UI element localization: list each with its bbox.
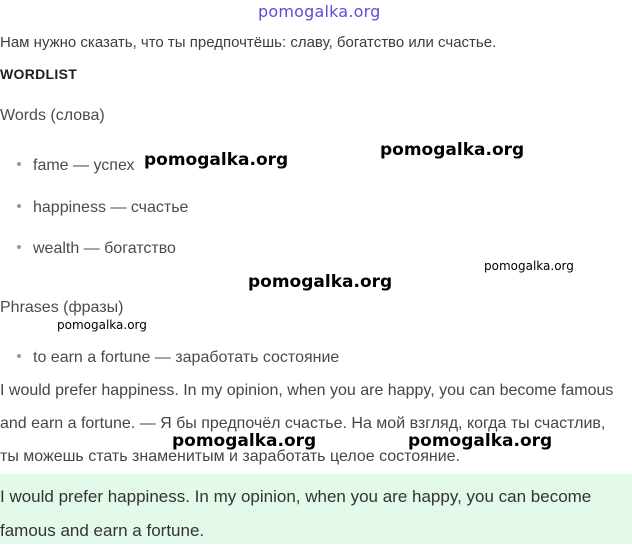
word-entry: fame — успех <box>33 157 135 174</box>
answer-text: I would prefer happiness. In my opinion, when you are happy, you can become famous and earn a fortune. <box>0 487 592 540</box>
site-url-header[interactable]: pomogalka.org <box>258 2 381 21</box>
watermark-text: pomogalka.org <box>484 259 574 273</box>
bullet-icon <box>17 245 21 249</box>
watermark-text: pomogalka.org <box>408 431 553 451</box>
list-item <box>17 349 339 367</box>
words-section-title: Words (слова) <box>0 107 105 124</box>
word-entry: wealth — богатство <box>33 240 176 257</box>
wordlist-heading: WORDLIST <box>0 66 78 82</box>
list-item <box>17 199 188 217</box>
bullet-icon <box>17 354 21 358</box>
watermark-text: pomogalka.org <box>172 431 317 451</box>
watermark-text: pomogalka.org <box>248 272 393 292</box>
bullet-icon <box>17 162 21 166</box>
watermark-text: pomogalka.org <box>380 140 525 160</box>
list-item <box>17 157 135 175</box>
example-paragraph: I would prefer happiness. In my opinion, when you are happy, you can become famous and earn a fortune. — Я бы предпочёл счастье. На мой взгляд, когда ты счастлив, ты можешь стать знаменитым и заработать целое состояние. <box>0 382 614 465</box>
answer-box <box>0 474 632 544</box>
phrase-entry: to earn a fortune — заработать состояние <box>33 349 340 366</box>
watermark-text: pomogalka.org <box>57 318 147 332</box>
phrases-section-title: Phrases (фразы) <box>0 299 124 316</box>
bullet-icon <box>17 204 21 208</box>
list-item <box>17 240 176 258</box>
watermark-text: pomogalka.org <box>144 150 289 170</box>
word-entry: happiness — счастье <box>33 199 189 216</box>
task-instruction: Нам нужно сказать, что ты предпочтёшь: славу, богатство или счастье. <box>0 34 497 51</box>
